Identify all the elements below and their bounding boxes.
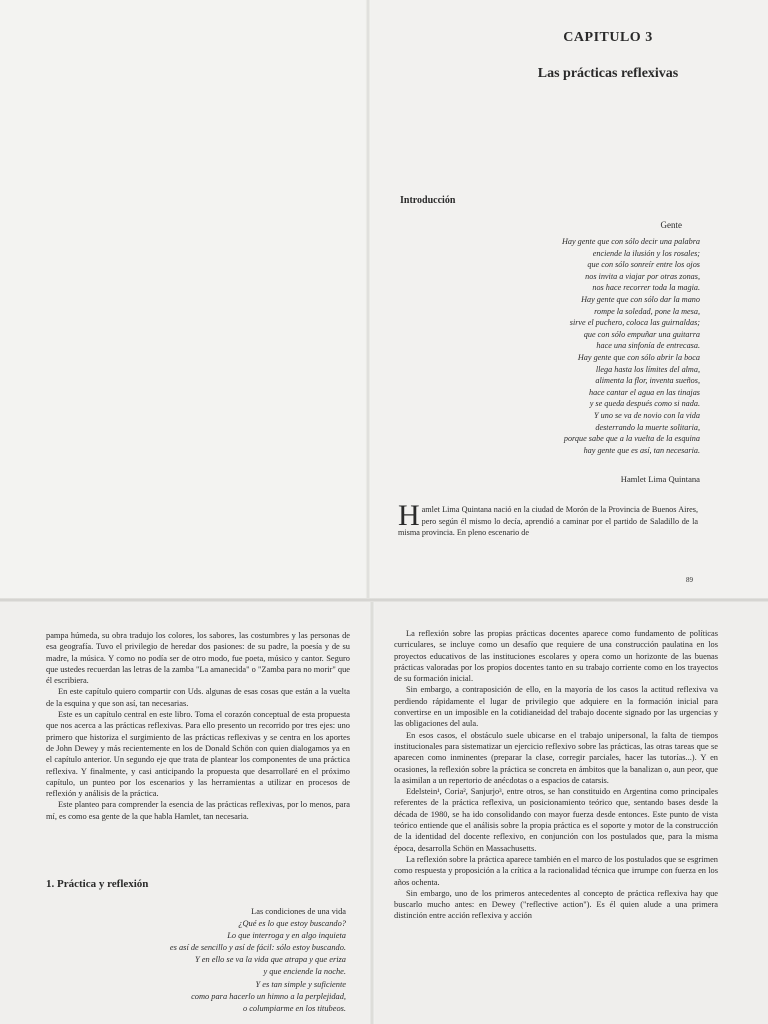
left-body-text	[46, 630, 350, 822]
verse-line: ¿Qué es lo que estoy buscando?	[238, 919, 346, 929]
poem-line: hay gente que es así, tan necesaria.	[583, 445, 700, 455]
poem-line: que con sólo sonreír entre los ojos	[587, 260, 700, 270]
paragraph: pampa húmeda, su obra tradujo los colores, los sabores, las costumbres y las personas de esa geografía. Tuvo el privilegio de heredar dos pasiones: de su padre, la poesía y de su madre, la música. Y como no podía ser de otro modo, fue poeta, músico y cantor. Seguro que ustedes recuerdan las letras de la zamba "La amanecida" o "Zamba para no morir" que él escribiera.	[46, 631, 350, 686]
paragraph: Edelstein¹, Coria², Sanjurjo³, entre otros, se han constituido en Argentina como principales referentes de la práctica reflexiva, un posicionamiento teórico que, sentando bases desde la década de 1980, se ha ido consolidando con mayor fuerza desde entonces. Este punto de vista teórico entiende que el análisis sobre la propia práctica es el soporte y motor de la construcción de la identidad del docente reflexivo, en conjunción con los postulados que, para la misma época, desarrolla Schön en Massachusetts.	[394, 787, 718, 853]
verse-line: como para hacerlo un himno a la perplejidad,	[191, 991, 346, 1001]
paragraph: Este planteo para comprender la esencia de las prácticas reflexivas, por lo menos, para mí, es como esa gente de la que habla Hamlet, tan necesaria.	[46, 800, 350, 821]
page-bottom-left	[0, 600, 372, 1024]
verse-line: Lo que interroga y en algo inquieta	[227, 931, 346, 941]
verse-line: es así de sencillo y así de fácil: sólo estoy buscando.	[169, 943, 346, 953]
book-spine-top	[365, 0, 371, 600]
poem-line: hace cantar el agua en las tinajas	[589, 387, 700, 397]
poem-line: llega hasta los límites del alma,	[595, 364, 700, 374]
right-body-text	[394, 628, 718, 922]
section-heading-introduccion: Introducción	[400, 195, 456, 206]
opening-paragraph-text: amlet Lima Quintana nació en la ciudad de Morón de la Provincia de Buenos Aires, pero según él mismo lo decía, aprendió a caminar por el partido de Saladillo de la misma provincia. En pleno escenario de	[398, 505, 698, 538]
poem-line: y se queda después como si nada.	[589, 399, 700, 409]
page-89	[368, 0, 768, 600]
opening-paragraph	[398, 499, 698, 539]
paragraph: En esos casos, el obstáculo suele ubicarse en el trabajo unipersonal, la falta de tiempos institucionales para sistematizar un ejercicio reflexivo sobre las prácticas, las otras tareas que se aparecen como inminentes (preparar la clase, corregir parciales, hacer las tutorías...). Y en ocasiones, la reflexión sobre la práctica se concreta en ámbitos que la banalizan o, aun peor, que la asimilan a un repertorio de anécdotas o a espacios de catarsis.	[394, 730, 718, 785]
paragraph: La reflexión sobre la práctica aparece también en el marco de los postulados que se esgrimen como respuesta y proposición a la crítica a la racionalidad técnica que irrumpe con fuerza en los años ochenta.	[394, 854, 718, 887]
paragraph: La reflexión sobre las propias prácticas docentes aparece como fundamento de políticas curriculares, se incluye como un desafío que requiere de una construcción paulatina en los proyectos educativos de las instituciones escolares y opera como un horizonte de las buenas prácticas valoradas por los propios docentes tanto en su trabajo corriente como en los trayectos de su formación inicial.	[394, 629, 718, 684]
verse-line: y que enciende la noche.	[263, 967, 346, 977]
verse-line: Y es tan simple y suficiente	[255, 979, 346, 989]
poem-line: que con sólo empuñar una guitarra	[583, 329, 700, 339]
page-number: 89	[686, 576, 693, 584]
poem-line: Y uno se va de novio con la vida	[594, 410, 700, 420]
poem-line: Hay gente que con sólo dar la mano	[581, 294, 700, 304]
verse-line: Y en ello se va la vida que atrapa y que eriza	[195, 955, 346, 965]
poem-title: Gente	[660, 220, 682, 230]
poem-epigraph	[478, 236, 700, 456]
page-bottom-right	[372, 600, 768, 1024]
blank-page-top-left	[0, 0, 368, 600]
section-heading-practica-reflexion: 1. Práctica y reflexión	[46, 878, 149, 890]
poem-line: nos hace recorrer toda la magia.	[592, 283, 700, 293]
poem-line: rompe la soledad, pone la mesa,	[594, 306, 700, 316]
paragraph: Este es un capítulo central en este libro. Toma el corazón conceptual de esta propuesta que nos acerca a las prácticas reflexivas. Para ello presento un recorrido por tres ejes: uno primero que historiza el surgimiento de las prácticas reflexivas y se centra en los aportes de John Dewey y más recientemente en los de Donald Schön con quien dialogamos ya en el capítulo anterior. Un segundo eje que trata de plantear los componentes de una práctica reflexiva. Y finalmente, y casi anticipando la propuesta que desarrollaré en el próximo capítulo, un punteo por los escenarios y las herramientas a utilizar en procesos de reflexión y análisis de la práctica.	[46, 710, 350, 799]
poem-line: porque sabe que a la vuelta de la esquina	[563, 434, 700, 444]
paragraph: En este capítulo quiero compartir con Uds. algunas de esas cosas que están a la vuelta de la esquina y que son así, tan necesarias.	[46, 687, 350, 708]
chapter-number: CAPITULO 3	[563, 30, 653, 45]
verse-epigraph	[110, 906, 346, 1015]
chapter-title: Las prácticas reflexivas	[537, 66, 679, 81]
poem-author: Hamlet Lima Quintana	[620, 474, 700, 484]
paragraph: Sin embargo, a contraposición de ello, en la mayoría de los casos la actitud reflexiva va perdiendo rápidamente el lugar de privilegio que adquiere en la formación inicial para convertirse en un imposible en la cotidianeidad del trabajo docente signado por las urgencias y las obligaciones del aula.	[394, 685, 718, 729]
poem-line: alimenta la flor, inventa sueños,	[595, 376, 700, 386]
verse-title: Las condiciones de una vida	[251, 907, 346, 916]
poem-line: Hay gente que con sólo decir una palabra	[561, 237, 700, 246]
poem-line: enciende la ilusión y los rosales;	[592, 248, 700, 258]
poem-line: Hay gente que con sólo abrir la boca	[577, 352, 700, 362]
poem-line: hace una sinfonía de entrecasa.	[596, 341, 700, 351]
paragraph: Sin embargo, uno de los primeros antecedentes al concepto de práctica reflexiva hay que buscarlo mucho antes: en Dewey ("reflective action"). Es él quien alude a una primera distinción entre acción reflexiva y acción	[394, 888, 718, 921]
drop-cap: H	[398, 499, 420, 532]
verse-line: o columpiarme en los titubeos.	[242, 1003, 346, 1013]
book-spine-bottom	[369, 600, 375, 1024]
page-fold	[0, 598, 768, 602]
poem-line: desterrando la muerte solitaria,	[595, 422, 700, 432]
poem-line: nos invita a viajar por otras zonas,	[585, 271, 700, 281]
poem-line: sirve el puchero, coloca las guirnaldas;	[569, 318, 700, 328]
